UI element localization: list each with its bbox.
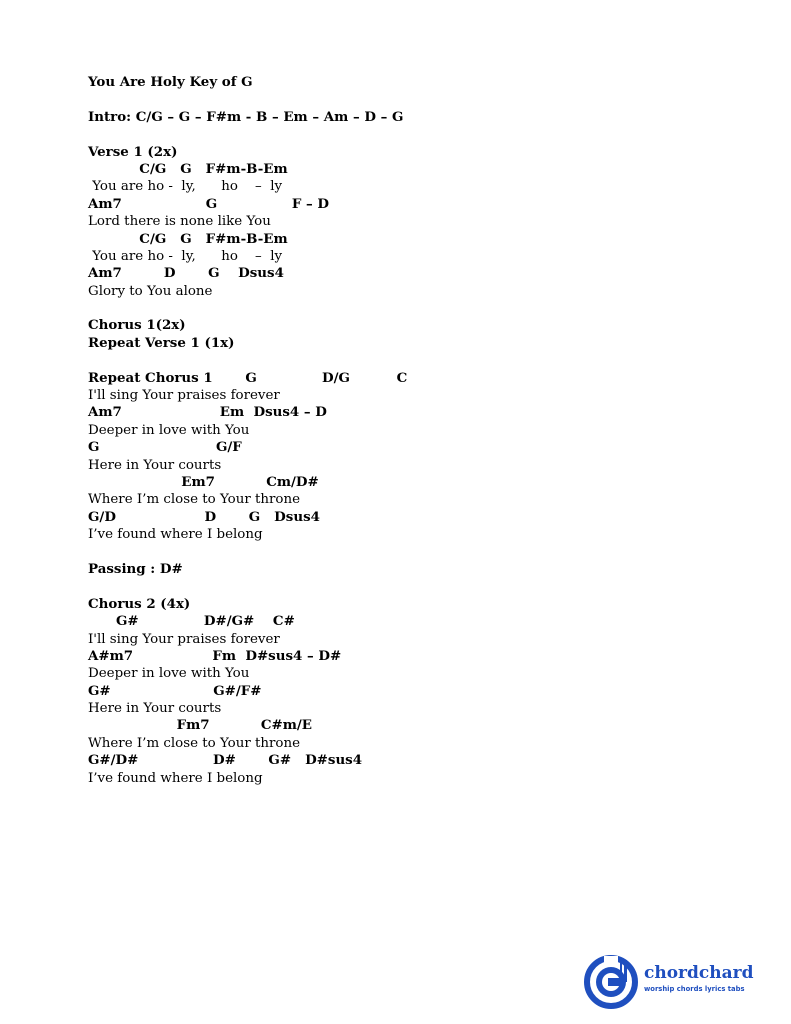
spacer xyxy=(88,300,407,317)
logo-tagline: worship chords lyrics tabs xyxy=(644,985,745,993)
chord-line: G#/D# D# G# D#sus4 xyxy=(88,752,363,769)
spacer xyxy=(88,126,407,143)
spacer xyxy=(88,91,407,108)
chord-line: G G/F xyxy=(88,439,242,456)
lyric-line: Where I’m close to Your throne xyxy=(88,735,301,751)
song-sheet xyxy=(88,74,407,787)
chordchard-logo xyxy=(584,954,769,1010)
chord-line: Em7 Cm/D# xyxy=(88,473,319,490)
lyric-line: Deeper in love with You xyxy=(88,666,250,682)
verse1-lines xyxy=(88,161,407,300)
repeat-chorus-lines xyxy=(88,370,407,544)
lyric-line: You are ho - ly, ho – ly xyxy=(88,248,283,264)
verse1-heading: Verse 1 (2x) xyxy=(88,143,178,160)
lyric-line: Glory to You alone xyxy=(88,283,213,299)
logo-name: chordchard xyxy=(644,963,754,983)
chord-line: C/G G F#m-B-Em xyxy=(88,160,288,177)
spacer xyxy=(88,578,407,595)
chord-line: Repeat Chorus 1 G D/G C xyxy=(88,369,408,386)
chord-line: Am7 Em Dsus4 – D xyxy=(88,404,327,421)
spacer xyxy=(88,352,407,369)
repeat-verse-heading: Repeat Verse 1 (1x) xyxy=(88,334,235,351)
chord-line: G# G#/F# xyxy=(88,682,262,699)
lyric-line: Lord there is none like You xyxy=(88,214,271,230)
lyric-line: You are ho - ly, ho – ly xyxy=(88,179,283,195)
lyric-line: Where I’m close to Your throne xyxy=(88,492,301,508)
lyric-line: Deeper in love with You xyxy=(88,422,250,438)
intro-line: Intro: C/G – G – F#m - B – Em – Am – D – G xyxy=(88,108,404,125)
chorus2-lines xyxy=(88,613,407,787)
spacer xyxy=(88,544,407,561)
chord-line: G/D D G Dsus4 xyxy=(88,508,320,525)
lyric-line: Here in Your courts xyxy=(88,457,222,473)
chord-line: A#m7 Fm D#sus4 – D# xyxy=(88,647,342,664)
chord-line: Am7 G F – D xyxy=(88,195,329,212)
lyric-line: Here in Your courts xyxy=(88,701,222,717)
chordchard-logo-icon xyxy=(584,954,640,1010)
passing-chord: Passing : D# xyxy=(88,560,183,577)
chorus2-heading: Chorus 2 (4x) xyxy=(88,595,191,612)
lyric-line: I'll sing Your praises forever xyxy=(88,388,280,404)
chord-line: G# D#/G# C# xyxy=(88,613,295,630)
lyric-line: I'll sing Your praises forever xyxy=(88,631,280,647)
song-title: You Are Holy Key of G xyxy=(88,74,253,90)
chorus1-heading: Chorus 1(2x) xyxy=(88,317,186,334)
chord-line: Fm7 C#m/E xyxy=(88,717,312,734)
chord-line: C/G G F#m-B-Em xyxy=(88,230,288,247)
lyric-line: I’ve found where I belong xyxy=(88,527,263,543)
lyric-line: I’ve found where I belong xyxy=(88,770,263,786)
chord-line: Am7 D G Dsus4 xyxy=(88,265,284,282)
